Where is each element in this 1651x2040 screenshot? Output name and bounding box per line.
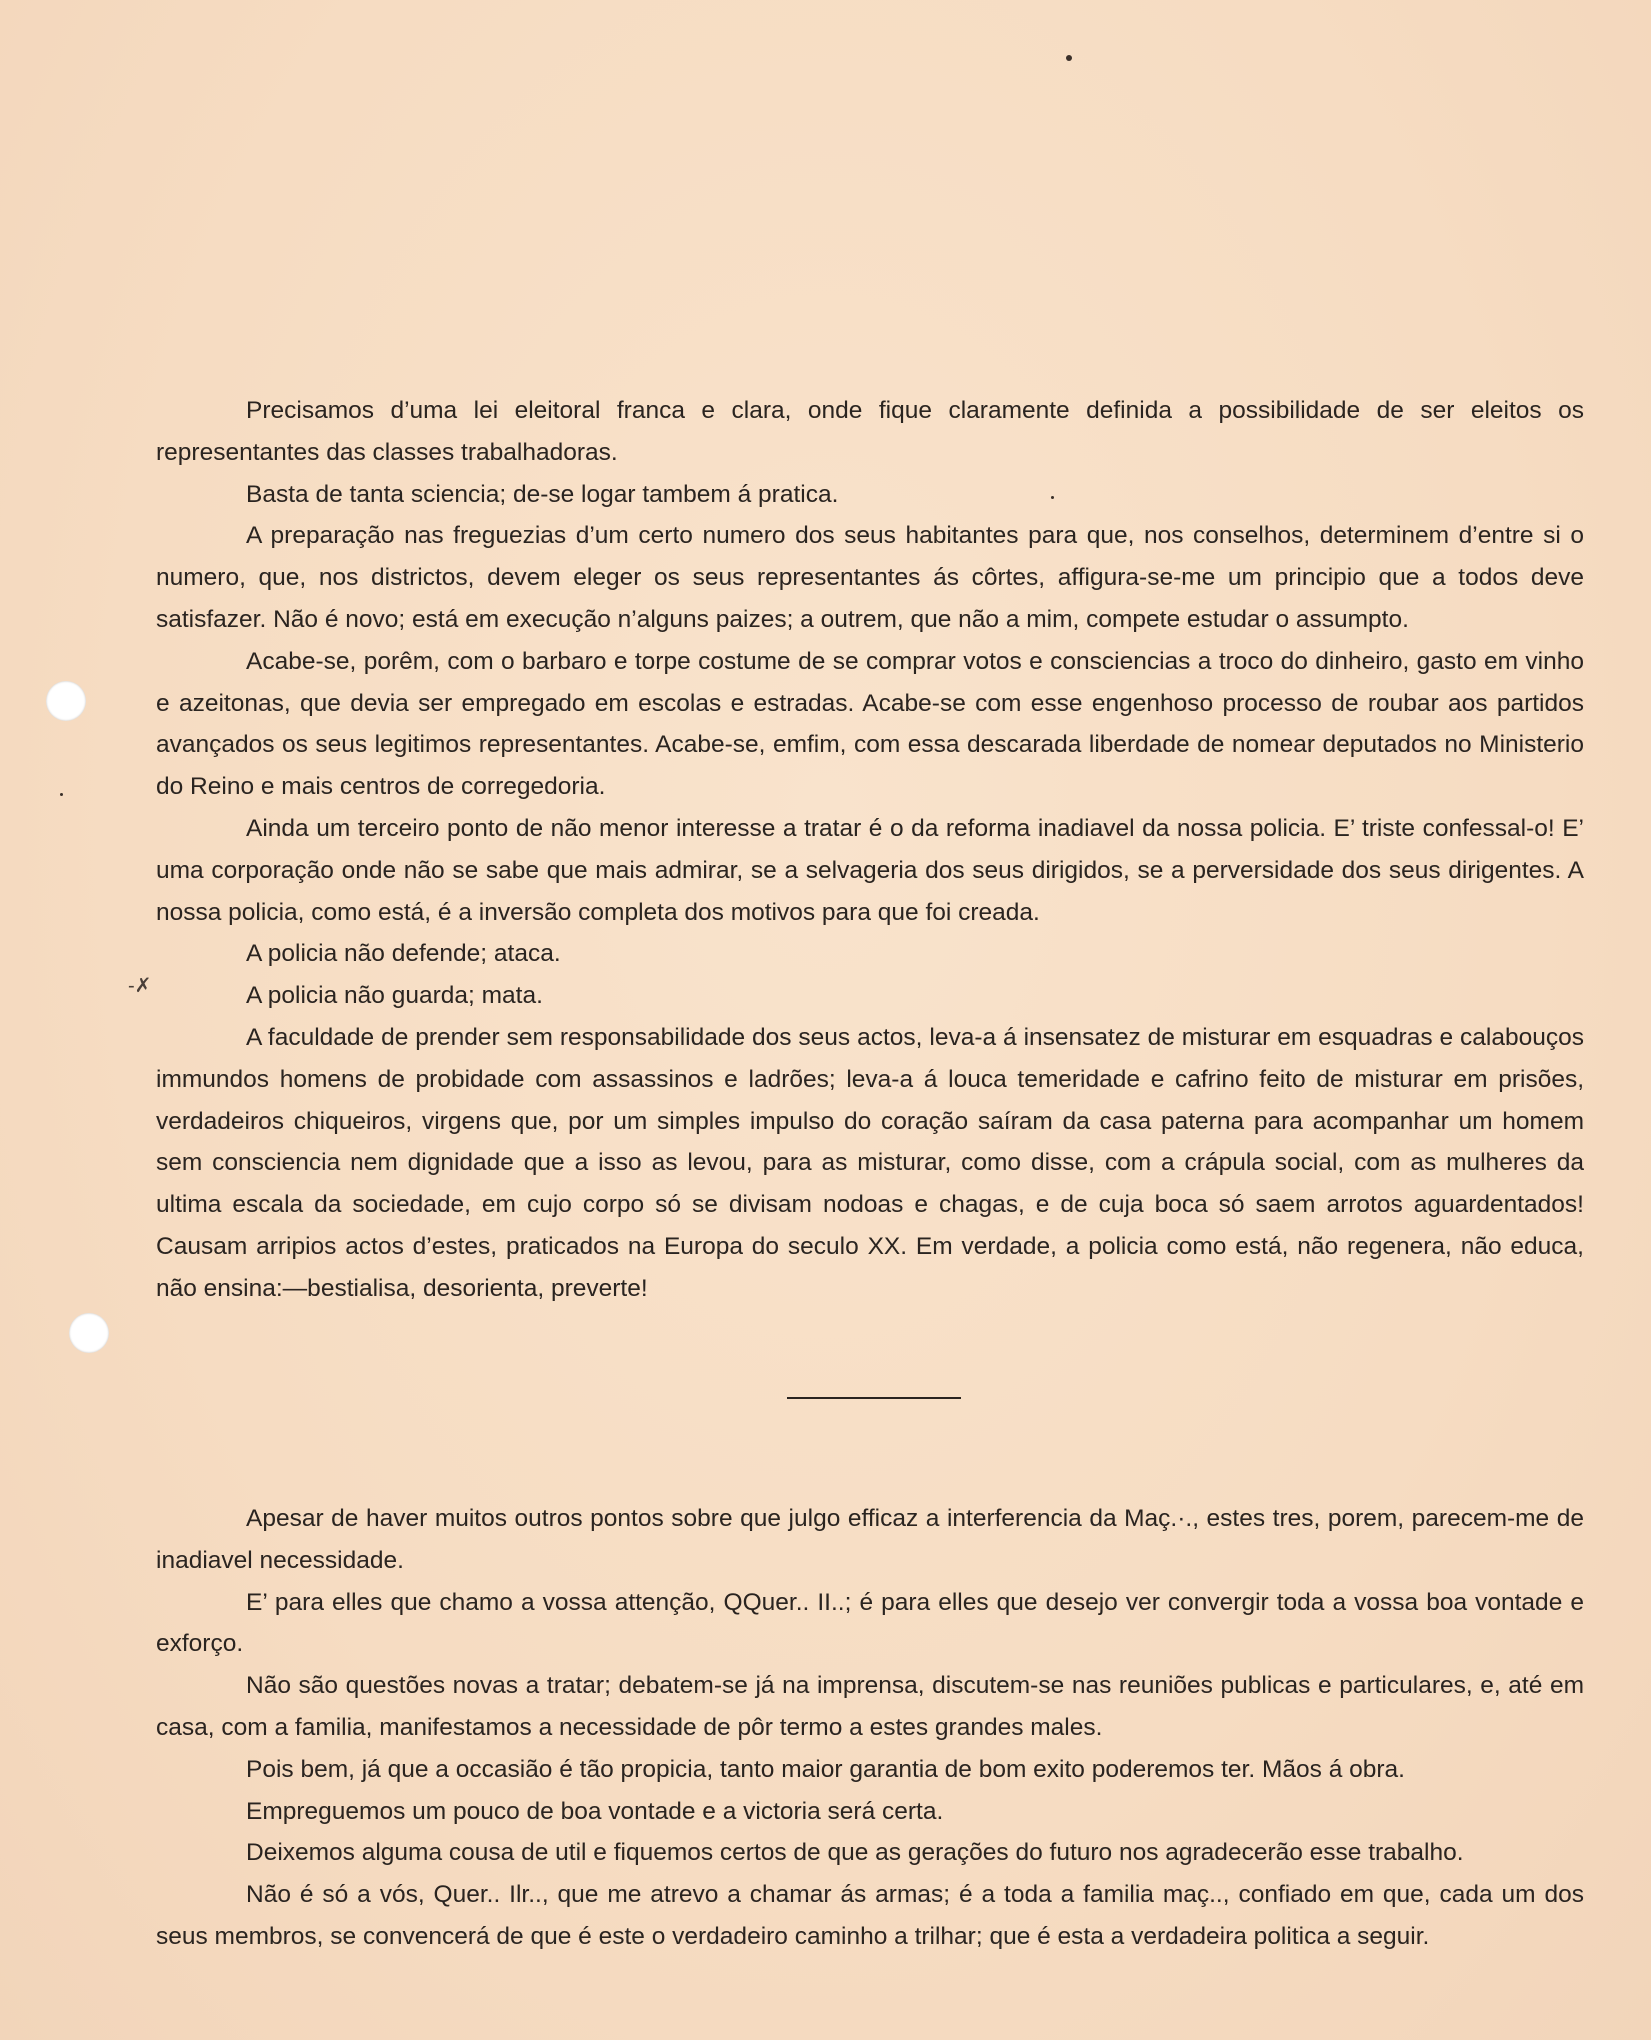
paragraph: A policia não defende; ataca. [246, 940, 561, 968]
paragraph: E’ para elles que chamo a vossa attenção, QQuer.. II..; é para elles que desejo ver convergir toda a vossa boa vontade e exforço. [156, 1588, 1584, 1658]
ink-speck [1066, 55, 1072, 61]
ink-speck [60, 793, 63, 796]
paragraph: Ainda um terceiro ponto de não menor interesse a tratar é o da reforma inadiavel da nossa policia. E’ triste confessal-o! E’ uma corporação onde não se sabe que mais admirar, se a selvageria dos seus dirigidos, se a perversidade dos seus dirigentes. A nossa policia, como está, é a inversão completa dos motivos para que foi creada. [156, 814, 1584, 926]
paragraph: Basta de tanta sciencia; de-se logar tambem á pratica. [246, 480, 839, 508]
paragraph: Não é só a vós, Quer.. Ilr.., que me atrevo a chamar ás armas; é a toda a familia maç.., confiado em que, cada um dos seus membros, se convencerá de que é este o verdadeiro caminho a trilhar; que é esta a verdadeira politica a seguir. [156, 1881, 1584, 1950]
paragraph: A policia não guarda; mata. [246, 982, 543, 1010]
paragraph: Apesar de haver muitos outros pontos sobre que julgo efficaz a interferencia da Maç.·., estes tres, porem, parecem-me de inadiavel necessidade. [156, 1505, 1584, 1574]
paragraph: Acabe-se, porêm, com o barbaro e torpe costume de se comprar votos e consciencias a troco do dinheiro, gasto em vinho e azeitonas, que devia ser empregado em escolas e estradas. Acabe-se com esse engenhoso processo de roubar aos partidos avançados os seus legitimos representantes. Acabe-se, emfim, com essa descarada liberdade de nomear deputados no Ministerio do Reino e mais centros de corregedoria. [156, 647, 1584, 801]
paragraph: Deixemos alguma cousa de util e fiquemos certos de que as gerações do futuro nos agradecerão esse trabalho. [246, 1839, 1464, 1867]
paragraph: Não são questões novas a tratar; debatem-se já na imprensa, discutem-se nas reuniões publicas e particulares, e, até em casa, com a familia, manifestamos a necessidade de pôr termo a estes grandes males. [156, 1672, 1584, 1741]
paragraph: Empreguemos um pouco de boa vontade e a victoria será certa. [246, 1797, 944, 1825]
punch-hole [69, 1313, 109, 1353]
paragraph: Pois bem, já que a occasião é tão propicia, tanto maior garantia de bom exito poderemos ter. Mãos á obra. [246, 1755, 1405, 1783]
section-divider [787, 1397, 961, 1399]
punch-hole [46, 681, 86, 721]
paragraph: A preparação nas freguezias d’um certo numero dos seus habitantes para que, nos conselhos, determinem d’entre si o numero, que, nos districtos, devem eleger os seus representantes ás côrtes, affigura-se-me um principio que a todos deve satisfazer. Não é novo; está em execução n’alguns paizes; a outrem, que não a mim, compete estudar o assumpto. [156, 522, 1584, 633]
paragraph: Precisamos d’uma lei eleitoral franca e clara, onde fique claramente definida a possibilidade de ser eleitos os representantes das classes trabalhadoras. [156, 397, 1584, 466]
paragraph: A faculdade de prender sem responsabilidade dos seus actos, leva-a á insensatez de misturar em esquadras e calabouços immundos homens de probidade com assassinos e ladrões; leva-a á louca temeridade e cafrino feito de misturar em prisões, verdadeiros chiqueiros, virgens que, por um simples impulso do coração saíram da casa paterna para acompanhar um homem sem consciencia nem dignidade que a isso as levou, para as misturar, como disse, com a crápula social, com as mulheres da ultima escala da sociedade, em cujo corpo só se divisam nodoas e chagas, e de cuja boca só saem arrotos aguardentados! Causam arripios actos d’estes, praticados na Europa do seculo XX. Em verdade, a policia como está, não regenera, não educa, não ensina:—bestialisa, desorienta, preverte! [156, 1023, 1584, 1302]
text-block-lower [156, 1498, 1584, 1958]
text-block-upper [156, 390, 1584, 1310]
margin-mark: -✗ [128, 975, 152, 997]
